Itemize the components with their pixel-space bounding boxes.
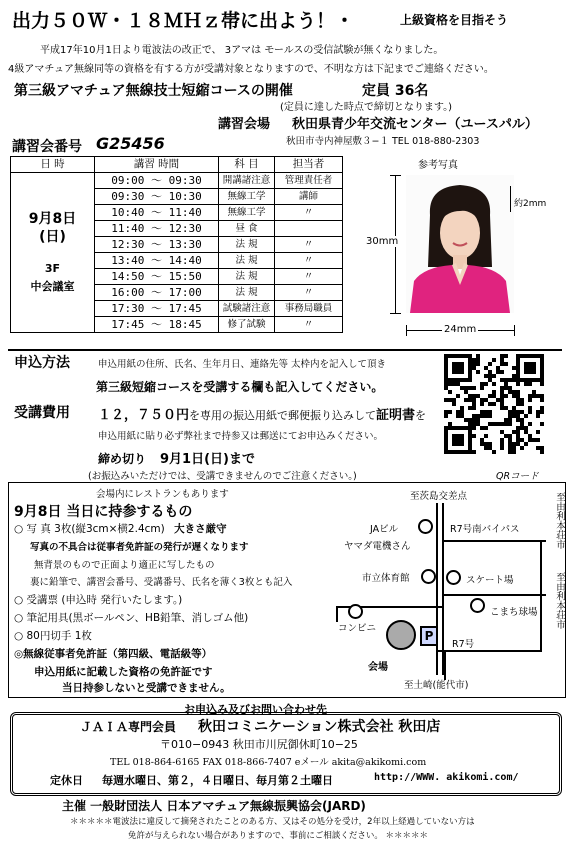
contact-postal: 〒010−0943 秋田市川尻御休町10−25 xyxy=(160,738,358,751)
session-time: 17:30 〜 17:45 xyxy=(95,301,219,317)
session-subject: 試験諸注意 xyxy=(219,301,275,317)
contact-tel: TEL 018-864-6165 FAX 018-866-7407 eメール akita@akikomi.com xyxy=(110,757,427,768)
session-staff: 〃 xyxy=(275,285,343,301)
map-label-right-2: 至由利本荘市 xyxy=(554,572,565,629)
footer-note-1: ＊＊＊＊＊電波法に違反して摘発されたことのある方、又はその処分を受け，2年以上経過していない方は xyxy=(70,817,475,827)
gym-marker xyxy=(421,569,436,584)
map-label-skate: スケート場 xyxy=(466,575,514,586)
page-title: 出力５０Ｗ・１８ＭＨｚ帯に出よう！・ xyxy=(12,10,355,32)
closed-days: 毎週水曜日、第２，４日曜日、毎月第２土曜日 xyxy=(102,774,333,787)
photo-frame xyxy=(406,175,514,313)
ja-building-marker xyxy=(418,519,433,534)
map-label-komachi: こまち球場 xyxy=(490,607,538,618)
session-staff: 〃 xyxy=(275,205,343,221)
col-header-staff: 担当者 xyxy=(275,157,343,173)
session-subject: 法 規 xyxy=(219,285,275,301)
photo-top-margin-label: 約2mm xyxy=(514,199,547,209)
session-staff: 〃 xyxy=(275,253,343,269)
session-subject: 無線工学 xyxy=(219,205,275,221)
closed-label: 定休日 xyxy=(50,774,83,787)
fee-label: 受講費用 xyxy=(14,405,70,421)
schedule-date: 9月8日 xyxy=(28,210,77,227)
bring-item-license: ◎無線従事者免許証（第四級、電話級等） xyxy=(14,648,213,660)
schedule-header-row xyxy=(11,157,343,173)
map-label-r7-bypass: R7号南バイパス xyxy=(450,524,520,535)
apply-note: (お振込みいただけでは、受講できませんのでご注意ください。) xyxy=(88,471,357,482)
session-staff xyxy=(275,221,343,237)
fee-line-1 xyxy=(98,404,426,423)
venue-marker xyxy=(386,620,416,650)
schedule-room-floor: 3F xyxy=(44,261,61,275)
map-label-right-1: 至由利本荘市 xyxy=(554,492,565,549)
session-subject: 昼 食 xyxy=(219,221,275,237)
schedule-weekday: (日) xyxy=(39,228,66,245)
license-note-2: 当日持参しないと受講できません。 xyxy=(62,682,231,694)
course-heading: 第三級アマチュア無線技士短縮コースの開催 xyxy=(14,83,293,99)
col-header-subject: 科 目 xyxy=(219,157,275,173)
session-time: 13:40 〜 14:40 xyxy=(95,253,219,269)
apply-method-line-2: 第三級短縮コースを受講する欄も記入してください。 xyxy=(96,380,384,394)
bring-item-ticket: ○ 受講票 (申込時 発行いたします。) xyxy=(14,594,183,606)
map-label-ja-building: JAビル xyxy=(370,524,399,535)
restaurant-note: 会場内にレストランもあります xyxy=(96,489,229,500)
session-time: 17:45 〜 18:45 xyxy=(95,317,219,333)
intro-line-2: 4級アマチュア無線同等の資格を有する方が受講対象となりますので、不明な方は下記までご連絡ください。 xyxy=(8,64,494,75)
session-time: 14:50 〜 15:50 xyxy=(95,269,219,285)
fee-line-2: 申込用紙に貼り必ず弊社まで持参又は郵送にてお申込みください。 xyxy=(98,431,384,442)
session-staff: 〃 xyxy=(275,269,343,285)
bring-item-photo xyxy=(14,521,227,536)
komachi-marker xyxy=(470,598,485,613)
map-label-yamada: ヤマダ電機さん xyxy=(344,541,411,552)
qr-code-icon xyxy=(444,354,544,454)
license-note-1: 申込用紙に記載した資格の免許証です xyxy=(34,666,213,678)
skate-marker xyxy=(446,570,461,585)
col-header-date: 日 時 xyxy=(11,157,95,173)
deadline-label: 締め切り xyxy=(98,452,147,466)
fee-instructions: を専用の振込用紙で郵便振り込みして xyxy=(189,409,377,422)
session-time: 10:40 〜 11:40 xyxy=(95,205,219,221)
photo-width-label: 24mm xyxy=(444,324,477,335)
schedule-room-name: 中会議室 xyxy=(30,279,75,293)
session-staff: 〃 xyxy=(275,317,343,333)
footer-note-2: 免許が与えられない場合がありますので、事前にご相談ください。 ＊＊＊＊＊ xyxy=(128,831,429,841)
session-time: 12:30 〜 13:30 xyxy=(95,237,219,253)
photo-height-label: 30mm xyxy=(366,236,399,247)
photo-label: 参考写真 xyxy=(418,160,458,171)
parking-marker: P xyxy=(420,626,438,646)
session-subject: 法 規 xyxy=(219,269,275,285)
qr-label: QRコード xyxy=(496,471,539,482)
photo-size-warning: 大きさ厳守 xyxy=(174,523,227,535)
contact-company: 秋田コミニケーション株式会社 秋田店 xyxy=(198,719,441,735)
fee-amount: １２，７５０円 xyxy=(98,408,190,423)
map-label-conbini: コンビニ xyxy=(338,623,377,634)
session-subject: 開講諸注意 xyxy=(219,173,275,189)
course-code: G25456 xyxy=(96,134,165,153)
map-label-top: 至茨島交差点 xyxy=(410,491,468,502)
bring-item-photo-text: ○ 写 真 3枚(縦3cm×横2.4cm) xyxy=(14,523,165,535)
session-staff: 事務局職員 xyxy=(275,301,343,317)
map-label-r7: R7号 xyxy=(452,639,475,650)
venue-name: 秋田県青少年交流センター（ユースパル） xyxy=(292,117,538,132)
course-code-label: 講習会番号 xyxy=(12,139,82,155)
course-capacity: 定員 36名 xyxy=(362,83,429,99)
map-label-gym: 市立体育館 xyxy=(362,573,410,584)
session-subject: 無線工学 xyxy=(219,189,275,205)
session-subject: 修了試験 xyxy=(219,317,275,333)
map-label-venue: 会場 xyxy=(368,662,388,673)
session-staff: 講師 xyxy=(275,189,343,205)
apply-method-line-1: 申込用紙の住所、氏名、生年月日、連絡先等 太枠内を記入して頂き xyxy=(98,359,387,370)
person-photo-icon xyxy=(406,175,514,313)
session-time: 11:40 〜 12:30 xyxy=(95,221,219,237)
schedule-table xyxy=(10,156,343,333)
contact-heading: お申込み及びお問い合わせ先 xyxy=(184,703,327,716)
session-time: 09:30 〜 10:30 xyxy=(95,189,219,205)
photo-note-2: 無背景のもので正面より適正に写したもの xyxy=(34,560,215,571)
bring-item-stamp: ○ 80円切手 1枚 xyxy=(14,630,92,642)
capacity-note: (定員に達した時点で締切となります。) xyxy=(280,102,453,113)
map-label-bottom: 至土崎(能代市) xyxy=(404,680,469,691)
session-staff: 管理責任者 xyxy=(275,173,343,189)
photo-note-1: 写真の不具合は従事者免許証の発行が遅くなります xyxy=(30,542,249,553)
session-time: 09:00 〜 09:30 xyxy=(95,173,219,189)
sponsor: 主催 一般財団法人 日本アマチュア無線振興協会(JARD) xyxy=(62,799,366,813)
fee-instructions-end: を xyxy=(415,409,427,422)
page-subtitle: 上級資格を目指そう xyxy=(400,13,509,27)
session-time: 16:00 〜 17:00 xyxy=(95,285,219,301)
qr-code[interactable] xyxy=(444,354,544,454)
session-subject: 法 規 xyxy=(219,253,275,269)
deadline-date: 9月1日(日)まで xyxy=(160,452,255,467)
venue-address: 秋田市寺内神屋敷３−１ TEL 018-880-2303 xyxy=(286,136,480,147)
photo-note-3: 裏に鉛筆で、講習会番号、受講番号、氏名を薄く3枚とも記入 xyxy=(30,577,293,588)
apply-method-label: 申込方法 xyxy=(14,355,70,371)
intro-line-1: 平成17年10月1日より電波法の改正で、 3アマは モールスの受信試験が無くなりました。 xyxy=(40,45,444,56)
bring-item-pens: ○ 筆記用具(黒ボールペン、HB鉛筆、消しゴム他) xyxy=(14,612,249,624)
schedule-date-cell xyxy=(11,173,95,333)
session-staff: 〃 xyxy=(275,237,343,253)
col-header-time: 講習 時間 xyxy=(95,157,219,173)
bring-heading: 9月8日 当日に持参するもの xyxy=(14,504,193,520)
fee-certificate: 証明書 xyxy=(376,408,416,423)
venue-label: 講習会場 xyxy=(218,117,271,132)
session-subject: 法 規 xyxy=(219,237,275,253)
contact-member: ＪＡＩＡ専門会員 xyxy=(80,720,177,734)
conbini-marker xyxy=(348,604,363,619)
contact-url[interactable]: http://WWW. akikomi.com/ xyxy=(374,772,519,783)
table-row xyxy=(11,173,343,189)
